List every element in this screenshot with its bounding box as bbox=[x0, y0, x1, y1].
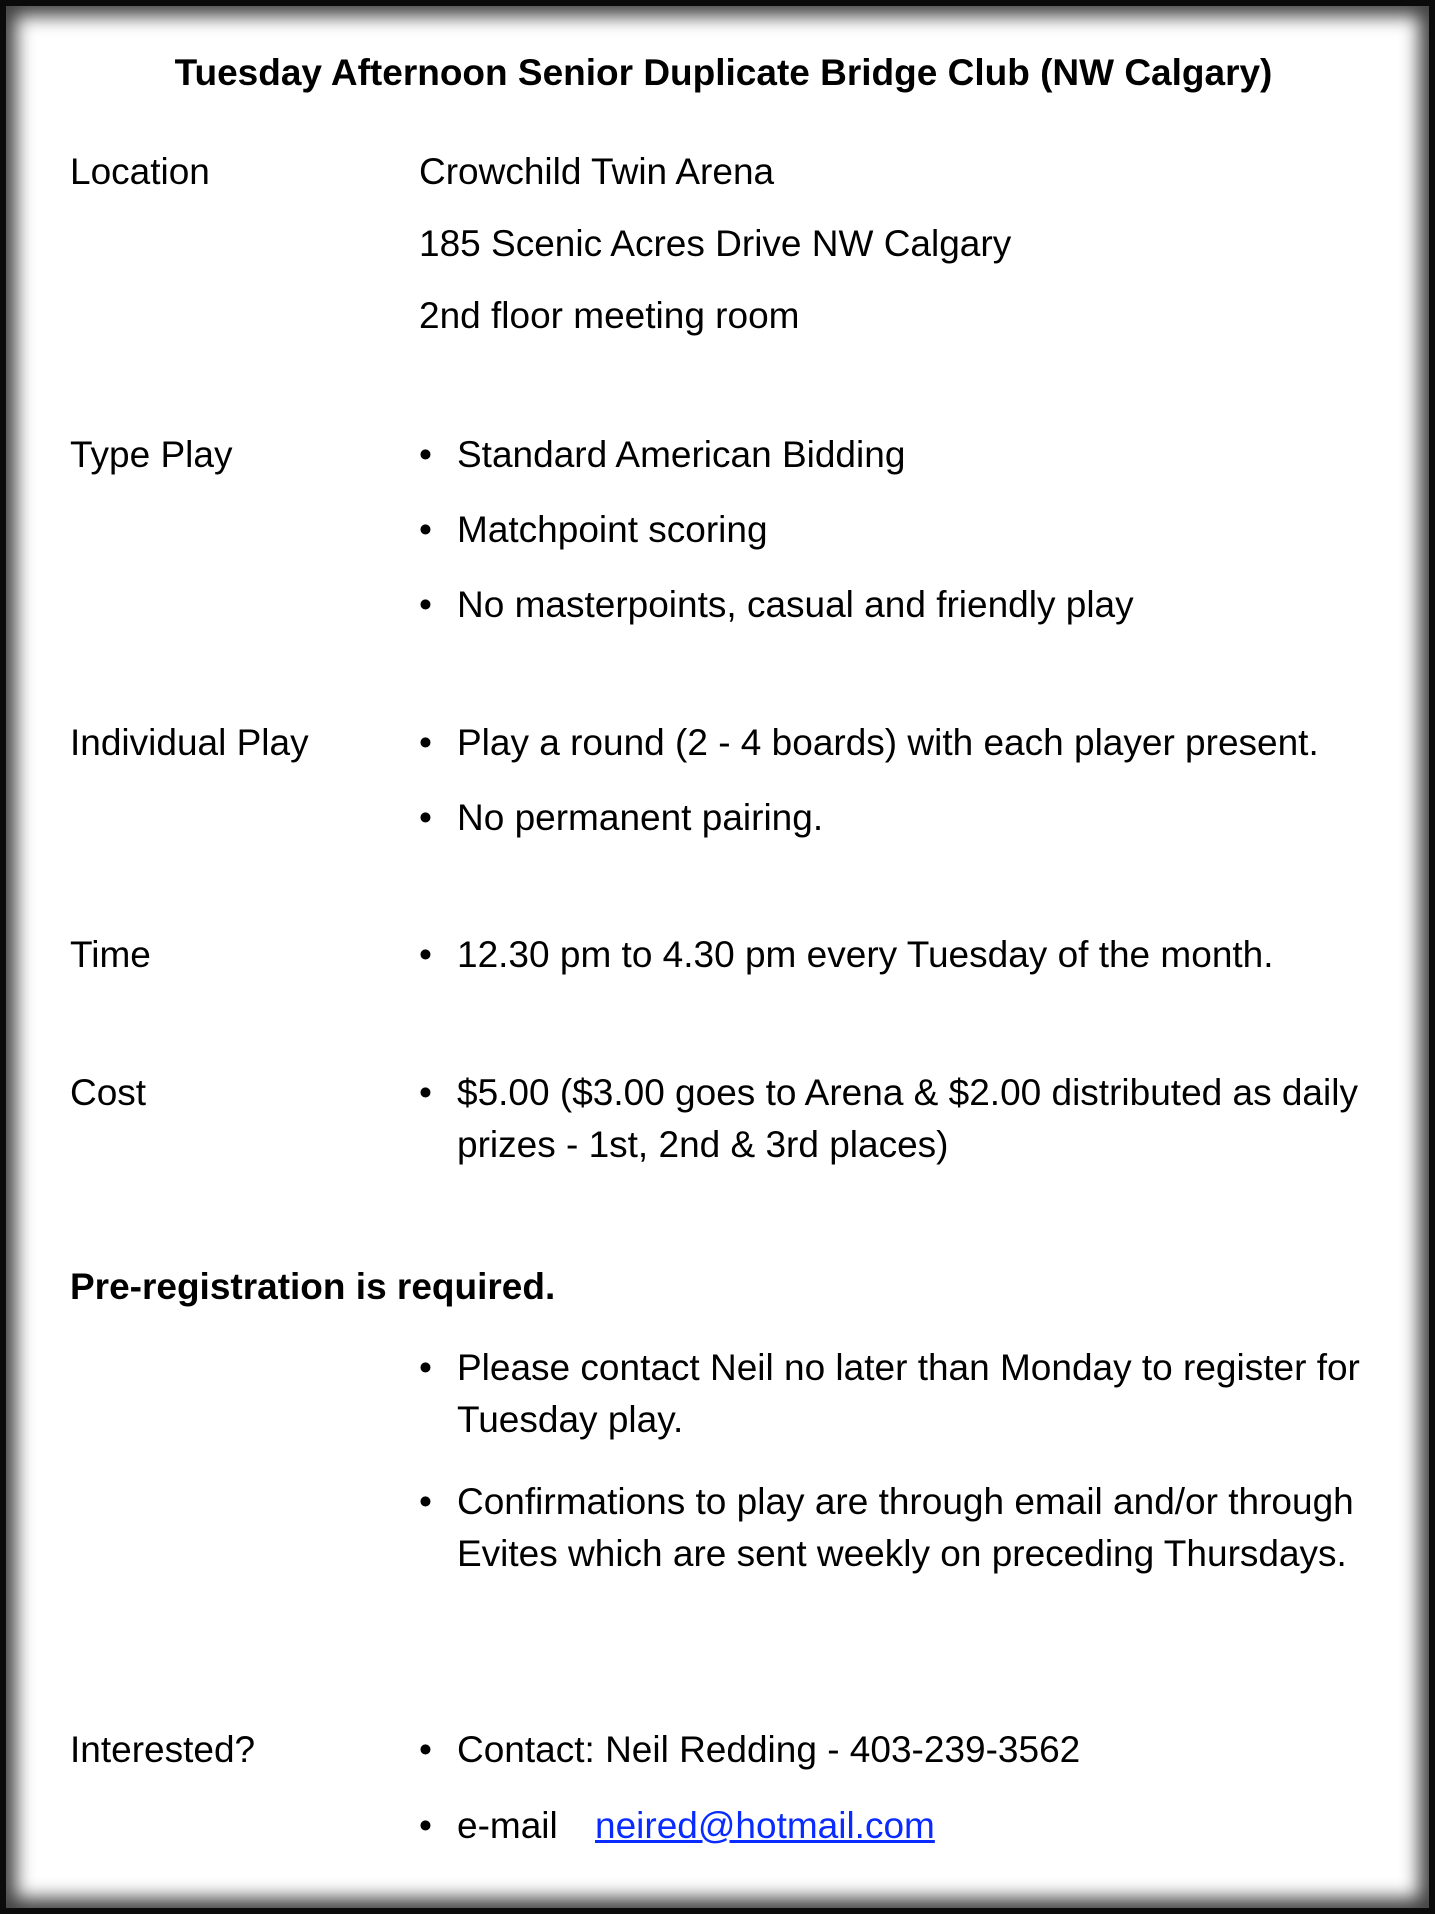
bullet-icon: • bbox=[419, 934, 432, 975]
email-item-content bbox=[457, 1800, 1379, 1852]
type-play-item bbox=[419, 504, 1379, 556]
registration-item bbox=[419, 1476, 1379, 1580]
registration-item bbox=[419, 1342, 1379, 1446]
registration-item-text: Confirmations to play are through email and/or through Evites which are sent weekly on preceding Thursdays. bbox=[457, 1481, 1354, 1574]
contact-item-text: Contact: Neil Redding - 403-239-3562 bbox=[457, 1729, 1081, 1770]
time-item bbox=[419, 929, 1379, 981]
time-label: Time bbox=[70, 934, 151, 975]
contact-item bbox=[419, 1724, 1379, 1776]
cost-label: Cost bbox=[70, 1072, 147, 1113]
location-line-address: 185 Scenic Acres Drive NW Calgary bbox=[419, 223, 1012, 264]
registration-heading: Pre-registration is required. bbox=[70, 1266, 556, 1307]
type-play-item-text: Matchpoint scoring bbox=[457, 509, 768, 550]
type-play-label: Type Play bbox=[70, 434, 233, 475]
type-play-item-text: No masterpoints, casual and friendly play bbox=[457, 584, 1134, 625]
cost-item-text: $5.00 ($3.00 goes to Arena & $2.00 distributed as daily prizes - 1st, 2nd & 3rd places) bbox=[457, 1072, 1358, 1165]
bullet-icon: • bbox=[419, 1072, 432, 1113]
location-label: Location bbox=[70, 151, 210, 192]
bullet-icon: • bbox=[419, 509, 432, 550]
bullet-icon: • bbox=[419, 1805, 432, 1846]
individual-play-item-text: No permanent pairing. bbox=[457, 797, 824, 838]
individual-play-item bbox=[419, 792, 1379, 844]
registration-item-text: Please contact Neil no later than Monday to register for Tuesday play. bbox=[457, 1347, 1360, 1440]
location-line-room: 2nd floor meeting room bbox=[419, 295, 800, 336]
page-title: Tuesday Afternoon Senior Duplicate Bridge Club (NW Calgary) bbox=[174, 52, 1273, 93]
type-play-item bbox=[419, 429, 1379, 481]
bullet-icon: • bbox=[419, 797, 432, 838]
type-play-item-text: Standard American Bidding bbox=[457, 434, 906, 475]
bullet-icon: • bbox=[419, 434, 432, 475]
bullet-icon: • bbox=[419, 584, 432, 625]
bullet-icon: • bbox=[419, 722, 432, 763]
time-item-text: 12.30 pm to 4.30 pm every Tuesday of the month. bbox=[457, 934, 1274, 975]
bullet-icon: • bbox=[419, 1347, 432, 1388]
email-label: e-mail bbox=[457, 1805, 558, 1846]
individual-play-item bbox=[419, 717, 1379, 769]
email-link[interactable]: neired@hotmail.com bbox=[595, 1805, 935, 1846]
individual-play-label: Individual Play bbox=[70, 722, 309, 763]
cost-item bbox=[419, 1067, 1379, 1171]
type-play-item bbox=[419, 579, 1379, 631]
interested-label: Interested? bbox=[70, 1729, 256, 1770]
location-line-venue: Crowchild Twin Arena bbox=[419, 151, 775, 192]
email-item bbox=[419, 1800, 1379, 1852]
individual-play-item-text: Play a round (2 - 4 boards) with each player present. bbox=[457, 722, 1319, 763]
bullet-icon: • bbox=[419, 1481, 432, 1522]
bullet-icon: • bbox=[419, 1729, 432, 1770]
